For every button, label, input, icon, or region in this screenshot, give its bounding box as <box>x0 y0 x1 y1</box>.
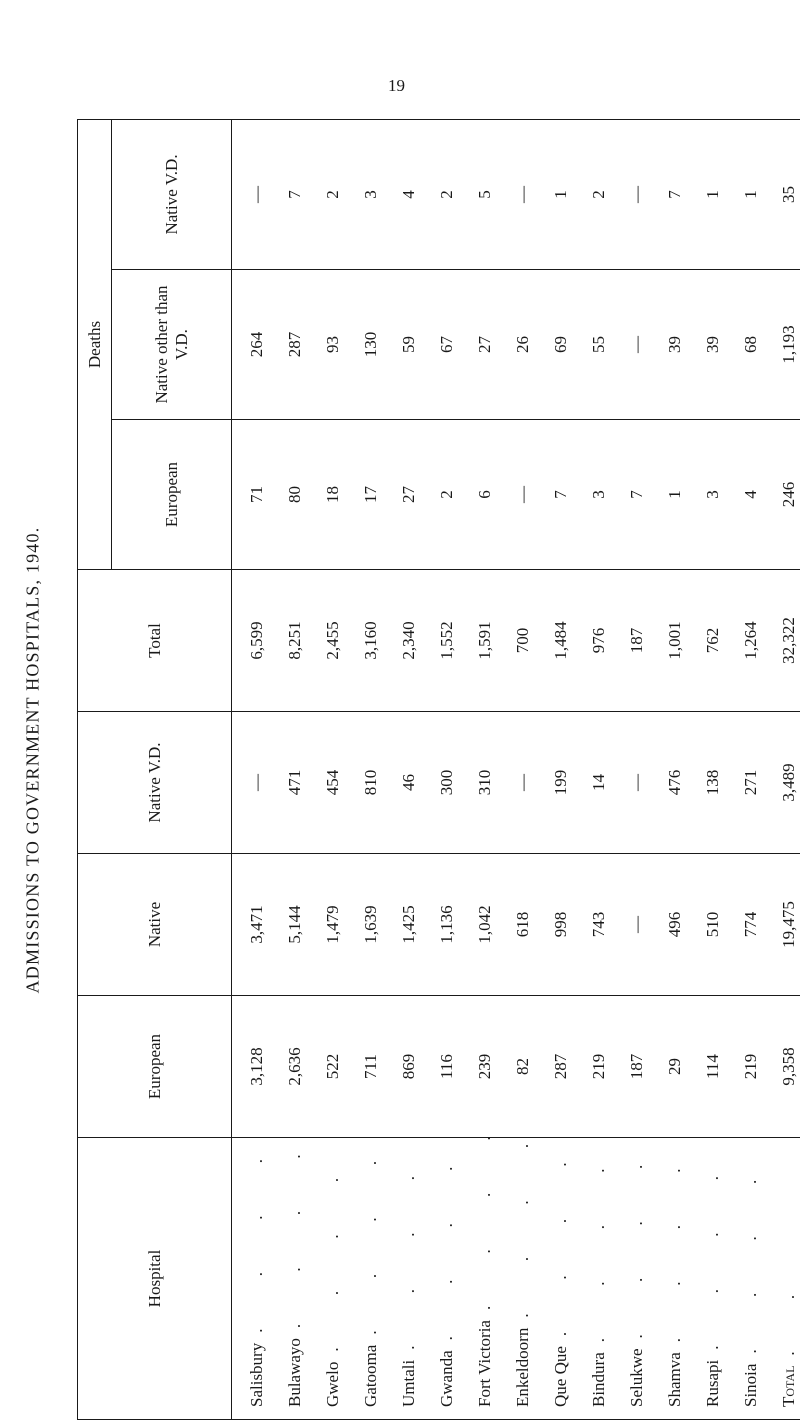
native-vd-cell: 471 <box>276 712 314 854</box>
native-vd-cell: — <box>232 712 277 854</box>
european-cell: 114 <box>694 996 732 1138</box>
total-native: 19,475 <box>770 854 800 996</box>
native-cell: 1,639 <box>352 854 390 996</box>
deaths-native-vd-cell: 2 <box>314 119 352 269</box>
deaths-native-vd-cell: — <box>618 119 656 269</box>
native-vd-cell: 46 <box>390 712 428 854</box>
european-cell: 711 <box>352 996 390 1138</box>
total-cell: 2,455 <box>314 570 352 712</box>
hospital-name: Sinoia <box>741 1363 760 1407</box>
table-row <box>694 119 732 1419</box>
total-cell: 700 <box>504 570 542 712</box>
total-european: 9,358 <box>770 996 800 1138</box>
native-cell: 510 <box>694 854 732 996</box>
header-native-vd: Native V.D. <box>78 712 232 854</box>
native-vd-cell: 14 <box>580 712 618 854</box>
hospital-name: Gwanda <box>437 1350 456 1407</box>
total-cell: 6,599 <box>232 570 277 712</box>
european-cell: 239 <box>466 996 504 1138</box>
hospital-name: Gwelo <box>323 1361 342 1407</box>
total-cell: 976 <box>580 570 618 712</box>
deaths-native-vd-cell: 2 <box>580 119 618 269</box>
deaths-european-cell: 7 <box>542 420 580 570</box>
native-vd-cell: 454 <box>314 712 352 854</box>
native-cell: 5,144 <box>276 854 314 996</box>
hospital-name: Umtali <box>399 1359 418 1407</box>
european-cell: 219 <box>580 996 618 1138</box>
deaths-native-vd-cell: 1 <box>694 119 732 269</box>
hospital-cell <box>466 1112 504 1420</box>
native-vd-cell: 300 <box>428 712 466 854</box>
deaths-native-vd-cell: 7 <box>656 119 694 269</box>
total-total: 32,322 <box>770 570 800 712</box>
deaths-native-other-cell: 67 <box>428 270 466 420</box>
deaths-native-other-cell: 55 <box>580 270 618 420</box>
native-vd-cell: 810 <box>352 712 390 854</box>
deaths-european-cell: 3 <box>580 420 618 570</box>
european-cell: 2,636 <box>276 996 314 1138</box>
native-vd-cell: 138 <box>694 712 732 854</box>
native-cell: 1,136 <box>428 854 466 996</box>
hospital-name: Shamva <box>665 1352 684 1407</box>
deaths-european-cell: 17 <box>352 420 390 570</box>
deaths-native-vd-cell: — <box>504 119 542 269</box>
table-row <box>504 119 542 1419</box>
total-cell: 2,340 <box>390 570 428 712</box>
deaths-european-cell: 4 <box>732 420 770 570</box>
total-cell: 8,251 <box>276 570 314 712</box>
native-vd-cell: 271 <box>732 712 770 854</box>
header-total: Total <box>78 570 232 712</box>
header-deaths-european: European <box>112 420 232 570</box>
total-cell: 762 <box>694 570 732 712</box>
leader-dots: . . . . <box>285 1130 304 1329</box>
deaths-european-cell: 27 <box>390 420 428 570</box>
native-cell: 1,042 <box>466 854 504 996</box>
total-cell: 1,001 <box>656 570 694 712</box>
table-row <box>732 119 770 1419</box>
total-deaths-native-vd: 35 <box>770 119 800 269</box>
leader-dots: . . . . <box>589 1144 608 1343</box>
native-vd-cell: 199 <box>542 712 580 854</box>
leader-dots: . . . . <box>399 1152 418 1350</box>
total-cell: 1,591 <box>466 570 504 712</box>
deaths-native-vd-cell: — <box>232 119 277 269</box>
admissions-table-rotated <box>77 120 798 1420</box>
european-cell: 869 <box>390 996 428 1138</box>
hospital-name: Selukwe <box>627 1348 646 1407</box>
hospital-name: Bindura <box>589 1352 608 1407</box>
deaths-native-other-cell: 69 <box>542 270 580 420</box>
deaths-european-cell: 3 <box>694 420 732 570</box>
total-row <box>770 119 800 1419</box>
hospital-cell <box>232 1135 277 1420</box>
table-row <box>618 119 656 1419</box>
hospital-cell <box>352 1138 390 1420</box>
total-label-cell <box>770 1138 800 1420</box>
native-cell: 1,425 <box>390 854 428 996</box>
deaths-european-cell: 71 <box>232 420 277 570</box>
header-deaths-native-other: Native other than V.D. <box>112 270 232 420</box>
leader-dots: . . <box>779 1270 798 1356</box>
leader-dots: . . . . <box>741 1155 760 1354</box>
header-deaths: Deaths <box>78 119 112 569</box>
native-vd-cell: — <box>504 712 542 854</box>
european-cell: 29 <box>656 996 694 1138</box>
total-cell: 1,484 <box>542 570 580 712</box>
hospital-cell <box>504 1119 542 1420</box>
native-cell: 998 <box>542 854 580 996</box>
deaths-european-cell: — <box>504 420 542 570</box>
hospital-name: Rusapi <box>703 1359 722 1407</box>
hospital-cell <box>428 1138 466 1420</box>
table-body <box>232 119 771 1419</box>
total-cell: 1,552 <box>428 570 466 712</box>
table-row <box>542 119 580 1419</box>
deaths-native-other-cell: 26 <box>504 270 542 420</box>
leader-dots: . . . . <box>475 1112 494 1311</box>
total-cell: 3,160 <box>352 570 390 712</box>
table-row <box>352 119 390 1419</box>
deaths-native-other-cell: 39 <box>656 270 694 420</box>
leader-dots: . . . . <box>247 1135 266 1333</box>
deaths-native-other-cell: 68 <box>732 270 770 420</box>
table-row <box>656 119 694 1419</box>
leader-dots: . . . . <box>627 1140 646 1339</box>
deaths-native-vd-cell: 5 <box>466 119 504 269</box>
european-cell: 3,128 <box>232 996 277 1138</box>
page-number: 19 <box>388 76 405 95</box>
native-cell: 618 <box>504 854 542 996</box>
native-vd-cell: 310 <box>466 712 504 854</box>
header-hospital: Hospital <box>78 1138 232 1420</box>
hospital-name: Bulawayo <box>285 1338 304 1407</box>
deaths-native-vd-cell: 3 <box>352 119 390 269</box>
leader-dots: . . . . <box>361 1136 380 1335</box>
european-cell: 82 <box>504 996 542 1138</box>
leader-dots: . . . . <box>323 1153 342 1352</box>
deaths-native-vd-cell: 1 <box>732 119 770 269</box>
table-row <box>466 119 504 1419</box>
deaths-native-other-cell: 287 <box>276 270 314 420</box>
table-title: ADMISSIONS TO GOVERNMENT HOSPITALS, 1940. <box>22 526 43 994</box>
leader-dots: . . . . <box>703 1152 722 1350</box>
hospital-name: Gatooma <box>361 1344 380 1407</box>
deaths-native-vd-cell: 7 <box>276 119 314 269</box>
deaths-european-cell: 18 <box>314 420 352 570</box>
hospital-cell <box>656 1138 694 1420</box>
total-deaths-native-other: 1,193 <box>770 270 800 420</box>
deaths-native-other-cell: — <box>618 270 656 420</box>
european-cell: 187 <box>618 996 656 1138</box>
native-cell: 774 <box>732 854 770 996</box>
total-native-vd: 3,489 <box>770 712 800 854</box>
native-vd-cell: — <box>618 712 656 854</box>
deaths-native-other-cell: 264 <box>232 270 277 420</box>
total-cell: 187 <box>618 570 656 712</box>
hospital-cell <box>276 1130 314 1420</box>
native-cell: 3,471 <box>232 854 277 996</box>
deaths-native-vd-cell: 4 <box>390 119 428 269</box>
hospital-cell <box>390 1138 428 1420</box>
leader-dots: . . . . <box>513 1119 532 1318</box>
deaths-european-cell: 80 <box>276 420 314 570</box>
hospital-name: Salisbury <box>247 1342 266 1407</box>
deaths-european-cell: 2 <box>428 420 466 570</box>
leader-dots: . . . . <box>665 1144 684 1343</box>
native-cell: 743 <box>580 854 618 996</box>
header-european: European <box>78 996 232 1138</box>
admissions-table <box>77 119 800 1420</box>
header-native: Native <box>78 854 232 996</box>
table-row <box>276 119 314 1419</box>
hospital-name: Que Que <box>551 1346 570 1407</box>
table-row <box>390 119 428 1419</box>
leader-dots: . . . . <box>437 1142 456 1341</box>
table-row <box>428 119 466 1419</box>
hospital-name: Enkeldoorn <box>513 1327 532 1407</box>
table-row <box>314 119 352 1419</box>
table-row <box>580 119 618 1419</box>
deaths-native-other-cell: 93 <box>314 270 352 420</box>
deaths-native-vd-cell: 2 <box>428 119 466 269</box>
hospital-cell <box>732 1138 770 1420</box>
deaths-native-other-cell: 27 <box>466 270 504 420</box>
leader-dots: . . . . <box>551 1138 570 1337</box>
native-cell: 496 <box>656 854 694 996</box>
total-label: Total <box>779 1365 798 1407</box>
deaths-native-vd-cell: 1 <box>542 119 580 269</box>
european-cell: 287 <box>542 996 580 1138</box>
deaths-native-other-cell: 59 <box>390 270 428 420</box>
hospital-cell <box>618 1138 656 1420</box>
table-row <box>232 119 277 1419</box>
hospital-cell <box>542 1138 580 1420</box>
total-cell: 1,264 <box>732 570 770 712</box>
native-vd-cell: 476 <box>656 712 694 854</box>
hospital-cell <box>580 1138 618 1420</box>
deaths-european-cell: 1 <box>656 420 694 570</box>
total-deaths-european: 246 <box>770 420 800 570</box>
deaths-native-other-cell: 39 <box>694 270 732 420</box>
deaths-european-cell: 7 <box>618 420 656 570</box>
hospital-name: Fort Victoria <box>475 1320 494 1407</box>
native-cell: 1,479 <box>314 854 352 996</box>
header-deaths-native-vd: Native V.D. <box>112 119 232 269</box>
european-cell: 116 <box>428 996 466 1138</box>
hospital-cell <box>314 1138 352 1420</box>
hospital-cell <box>694 1138 732 1420</box>
deaths-european-cell: 6 <box>466 420 504 570</box>
european-cell: 219 <box>732 996 770 1138</box>
deaths-native-other-cell: 130 <box>352 270 390 420</box>
european-cell: 522 <box>314 996 352 1138</box>
native-cell: — <box>618 854 656 996</box>
